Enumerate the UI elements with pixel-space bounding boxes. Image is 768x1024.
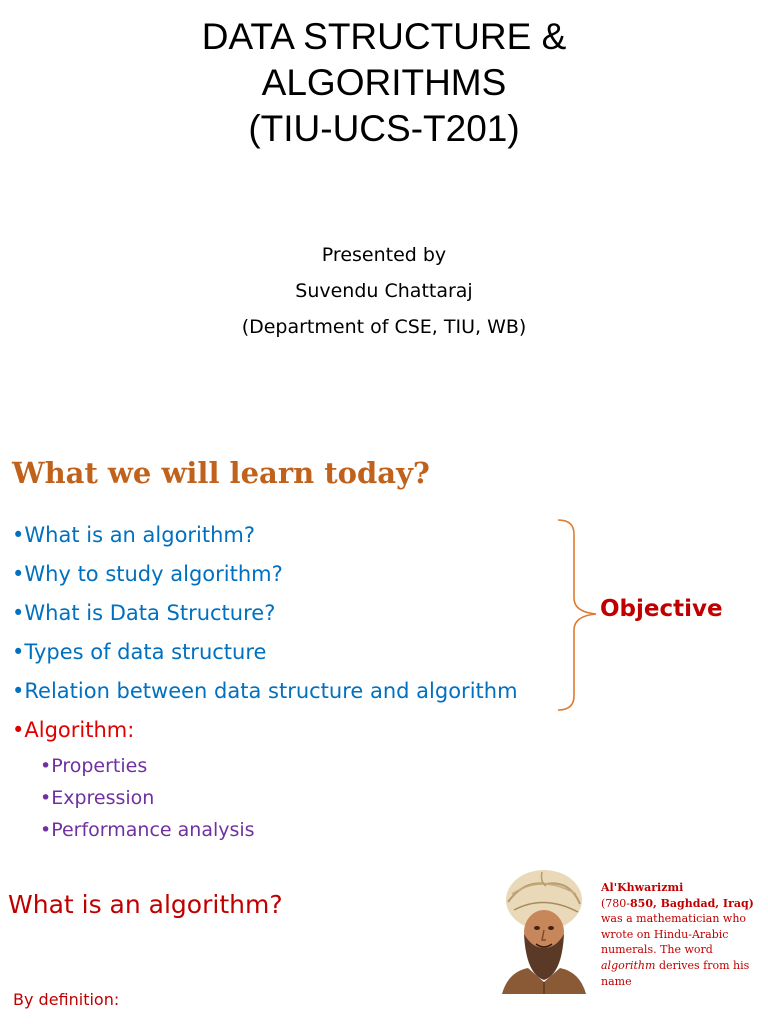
title-slide [0,0,768,420]
sub-item: •Properties [40,755,148,777]
sub-item: •Performance analysis [40,819,255,841]
portrait-image [494,866,592,994]
algorithm-subitems [12,750,572,846]
presenter-line: Suvendu Chattaraj [295,280,473,302]
caption-text-end: derives from his name [601,958,750,988]
sub-item: •Expression [40,787,155,809]
algorithm-heading: What is an algorithm? [8,890,283,919]
presenter-line: Presented by [321,244,447,266]
agenda-item-algorithm: •Algorithm: [12,718,135,742]
caption-text: was a mathematician who wrote on Hindu-Arabic numerals. The word [601,912,747,957]
definition-label: By definition: [13,990,120,1009]
algorithm-slide [0,866,768,1024]
agenda-slide [0,420,768,866]
title-line: ALGORITHMS [261,62,507,103]
agenda-item: •Relation between data structure and algorithm [12,679,518,703]
agenda-item: •What is Data Structure? [12,601,276,625]
agenda-item: •Why to study algorithm? [12,562,283,586]
presenter-line: (Department of CSE, TIU, WB) [241,316,527,338]
title-line: (TIU-UCS-T201) [248,108,520,149]
presenter-info [0,237,768,345]
slide-title [0,14,768,152]
agenda-list [12,520,572,846]
agenda-item: •What is an algorithm? [12,523,256,547]
caption-birth-year: 780- [605,896,631,910]
caption-name: Al'Khwarizmi [601,881,684,894]
title-line: DATA STRUCTURE & [201,16,567,57]
portrait-caption [601,880,767,989]
curly-brace-icon [556,516,602,714]
caption-italic-word: algorithm [601,958,656,972]
agenda-heading: What we will learn today? [12,456,430,490]
caption-open-paren: ( [601,896,606,910]
objective-label: Objective [600,596,723,622]
agenda-item: •Types of data structure [12,640,267,664]
caption-death-place: 850, Baghdad, Iraq) [630,896,754,910]
